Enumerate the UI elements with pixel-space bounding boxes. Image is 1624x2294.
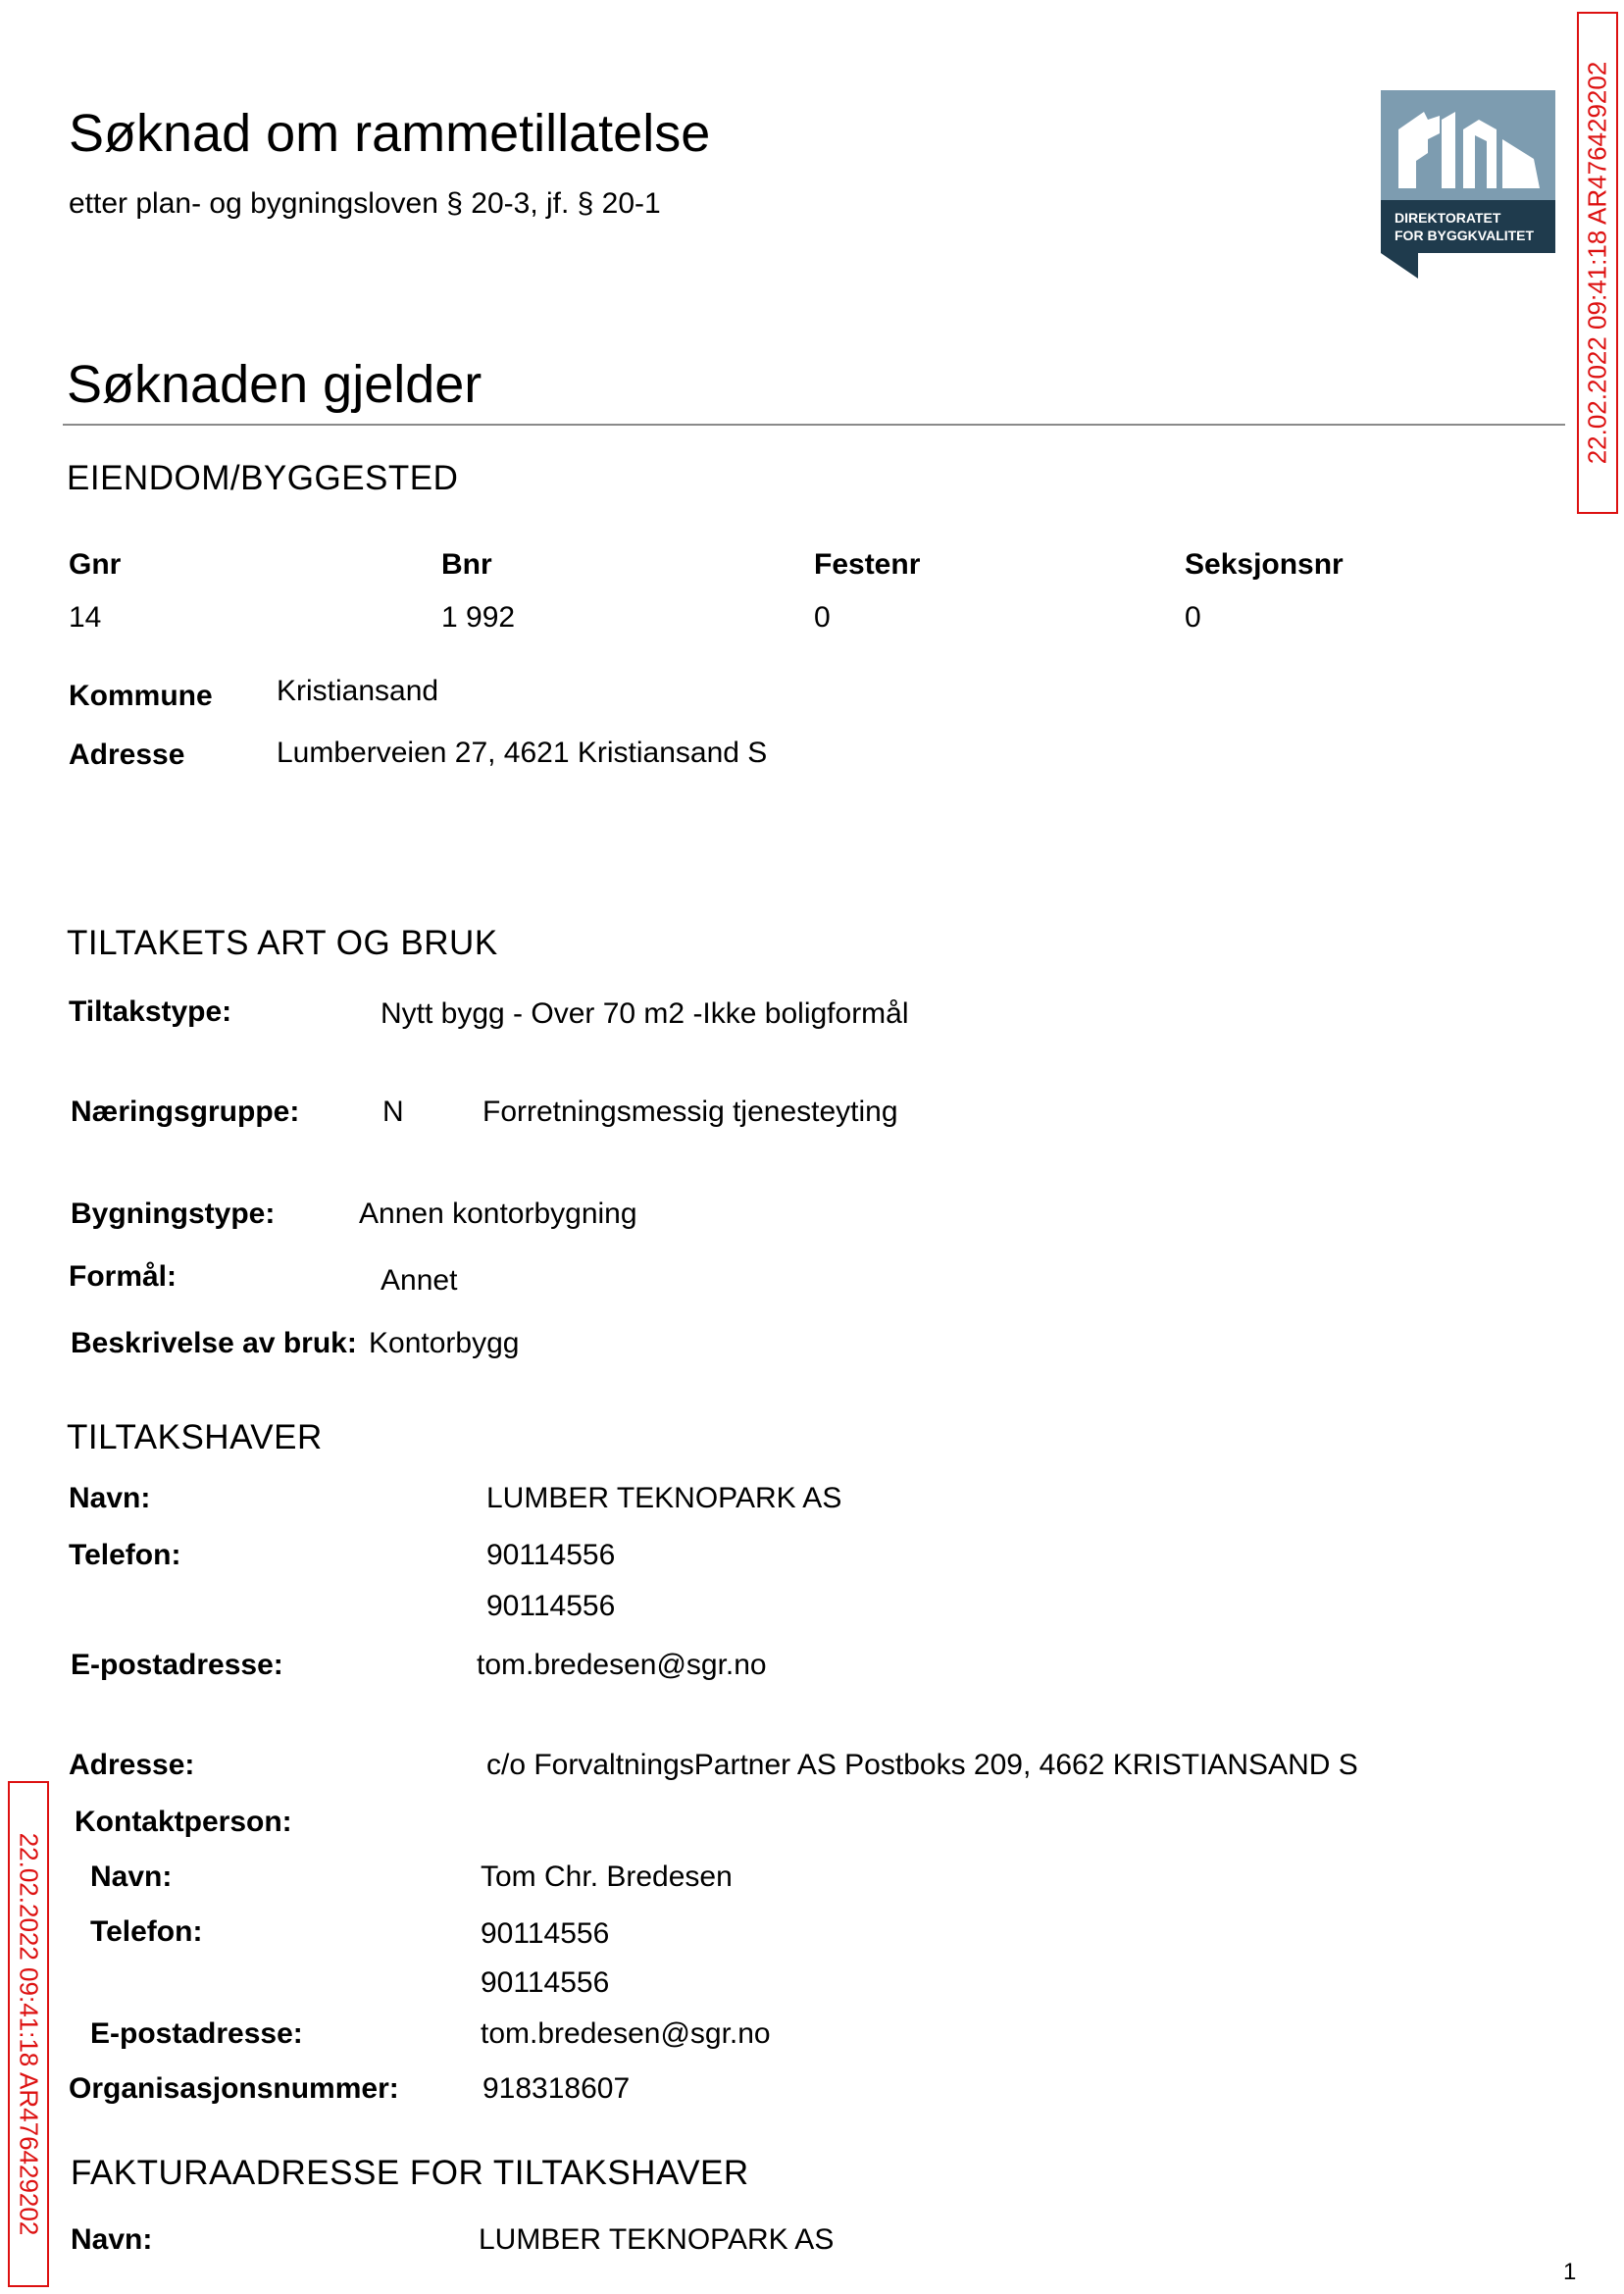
gnr-value: 14	[69, 601, 102, 634]
archive-stamp-left	[8, 1781, 49, 2287]
gnr-label: Gnr	[69, 548, 122, 581]
kontaktperson-telefon-value-1: 90114556	[481, 1917, 610, 1950]
kommune-value: Kristiansand	[277, 675, 439, 707]
kontaktperson-epost-label: E-postadresse:	[90, 2017, 303, 2050]
faktura-navn-value: LUMBER TEKNOPARK AS	[479, 2223, 835, 2256]
archive-stamp-right	[1577, 12, 1618, 514]
naeringsgruppe-value: Forretningsmessig tjenesteyting	[482, 1096, 898, 1128]
bnr-label: Bnr	[441, 548, 492, 581]
naeringsgruppe-label: Næringsgruppe:	[71, 1096, 300, 1128]
document-subtitle: etter plan- og bygningsloven § 20-3, jf. § 20-1	[69, 187, 661, 220]
beskrivelse-value: Kontorbygg	[369, 1327, 520, 1359]
kontaktperson-epost-value: tom.bredesen@sgr.no	[481, 2017, 771, 2050]
adresse-value: Lumberveien 27, 4621 Kristiansand S	[277, 737, 768, 769]
tiltakshaver-navn-value: LUMBER TEKNOPARK AS	[486, 1482, 842, 1514]
adresse-label: Adresse	[69, 739, 185, 771]
dibk-logo	[1381, 90, 1555, 279]
tiltakshaver-telefon-value-1: 90114556	[486, 1539, 616, 1571]
kontaktperson-label: Kontaktperson:	[75, 1806, 292, 1838]
kontaktperson-telefon-label: Telefon:	[90, 1915, 203, 1948]
faktura-navn-label: Navn:	[71, 2223, 153, 2256]
beskrivelse-label: Beskrivelse av bruk:	[71, 1327, 357, 1359]
section-heading: Søknaden gjelder	[67, 355, 482, 414]
faktura-heading: FAKTURAADRESSE FOR TILTAKSHAVER	[71, 2154, 749, 2192]
tiltakshaver-epost-value: tom.bredesen@sgr.no	[477, 1649, 767, 1681]
kommune-label: Kommune	[69, 680, 213, 712]
formaal-label: Formål:	[69, 1260, 178, 1293]
seksjonsnr-label: Seksjonsnr	[1185, 548, 1344, 581]
tiltakshaver-epost-label: E-postadresse:	[71, 1649, 283, 1681]
organisasjonsnummer-label: Organisasjonsnummer:	[69, 2072, 399, 2105]
naeringsgruppe-code: N	[382, 1096, 404, 1128]
tiltak-heading: TILTAKETS ART OG BRUK	[67, 924, 498, 962]
tiltakshaver-telefon-value-2: 90114556	[486, 1590, 616, 1622]
festenr-label: Festenr	[814, 548, 921, 581]
kontaktperson-navn-value: Tom Chr. Bredesen	[481, 1861, 733, 1893]
section-divider	[63, 424, 1565, 426]
bnr-value: 1 992	[441, 601, 516, 634]
tiltakshaver-telefon-label: Telefon:	[69, 1539, 181, 1571]
archive-stamp-left-text: 22.02.2022 09:41:18 AR476429202	[14, 1832, 44, 2236]
kontaktperson-navn-label: Navn:	[90, 1861, 173, 1893]
logo-text-line1: DIREKTORATET	[1395, 210, 1501, 226]
page-number: 1	[1563, 2259, 1577, 2285]
tiltakshaver-adresse-value: c/o ForvaltningsPartner AS Postboks 209, 4662 KRISTIANSAND S	[486, 1749, 1358, 1781]
organisasjonsnummer-value: 918318607	[482, 2072, 631, 2105]
kontaktperson-telefon-value-2: 90114556	[481, 1966, 610, 1999]
document-title: Søknad om rammetillatelse	[69, 104, 711, 163]
tiltakshaver-heading: TILTAKSHAVER	[67, 1418, 323, 1456]
eiendom-heading: EIENDOM/BYGGESTED	[67, 459, 459, 497]
seksjonsnr-value: 0	[1185, 601, 1201, 634]
tiltakstype-label: Tiltakstype:	[69, 995, 232, 1028]
tiltakshaver-adresse-label: Adresse:	[69, 1749, 195, 1781]
festenr-value: 0	[814, 601, 831, 634]
bygningstype-value: Annen kontorbygning	[359, 1198, 637, 1230]
tiltakshaver-navn-label: Navn:	[69, 1482, 151, 1514]
bygningstype-label: Bygningstype:	[71, 1198, 276, 1230]
archive-stamp-right-text: 22.02.2022 09:41:18 AR476429202	[1582, 61, 1612, 465]
tiltakstype-value: Nytt bygg - Over 70 m2 -Ikke boligformål	[381, 997, 909, 1030]
logo-text-line2: FOR BYGGKVALITET	[1395, 228, 1535, 243]
formaal-value: Annet	[381, 1264, 458, 1297]
